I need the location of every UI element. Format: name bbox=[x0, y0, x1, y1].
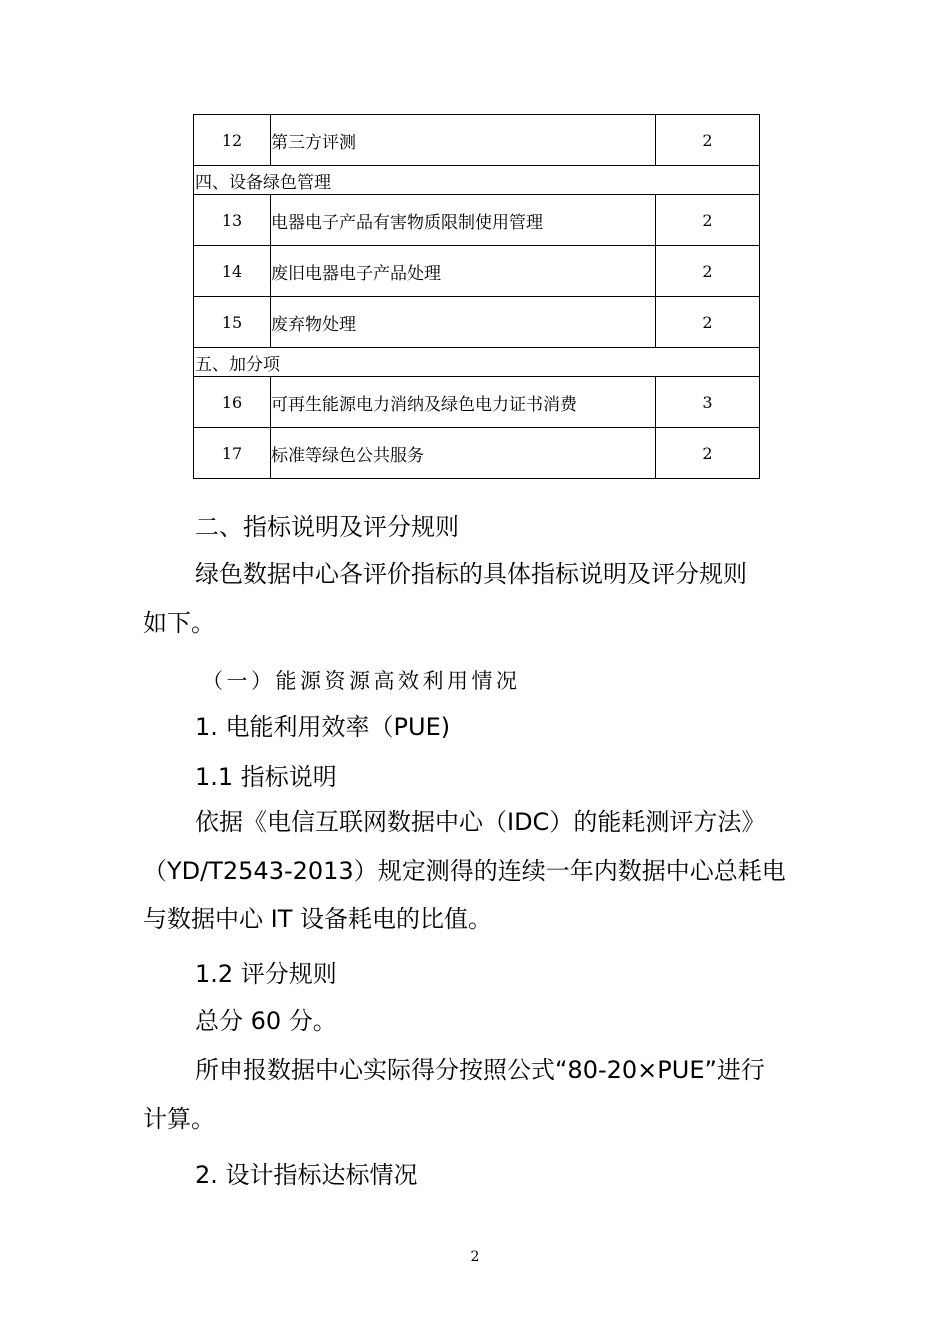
table-row bbox=[194, 246, 760, 297]
item-name: 第三方评测 bbox=[271, 115, 656, 166]
indicator-subtitle: 1.1 指标说明 bbox=[195, 763, 337, 791]
item-score: 2 bbox=[656, 297, 760, 348]
item-name: 电器电子产品有害物质限制使用管理 bbox=[271, 195, 656, 246]
item-score: 2 bbox=[656, 428, 760, 479]
subsection-heading: （一）能源资源高效利用情况 bbox=[202, 669, 521, 693]
item-number: 13 bbox=[194, 195, 271, 246]
indicator-title: 2. 设计指标达标情况 bbox=[195, 1161, 418, 1189]
item-number: 14 bbox=[194, 246, 271, 297]
table-row bbox=[194, 115, 760, 166]
page-number: 2 bbox=[470, 1249, 480, 1265]
description-line: 依据《电信互联网数据中心（IDC）的能耗测评方法》 bbox=[195, 808, 766, 836]
section-heading: 二、指标说明及评分规则 bbox=[195, 513, 459, 541]
calculation-line: 计算。 bbox=[143, 1105, 215, 1133]
item-name: 废旧电器电子产品处理 bbox=[271, 246, 656, 297]
intro-text-line: 如下。 bbox=[143, 609, 215, 637]
total-score-text: 总分 60 分。 bbox=[195, 1007, 337, 1035]
score-table bbox=[193, 114, 760, 479]
table-row bbox=[194, 377, 760, 428]
item-number: 12 bbox=[194, 115, 271, 166]
item-name: 可再生能源电力消纳及绿色电力证书消费 bbox=[271, 377, 656, 428]
section-label: 五、加分项 bbox=[194, 348, 760, 377]
section-label: 四、设备绿色管理 bbox=[194, 166, 760, 195]
item-name: 标准等绿色公共服务 bbox=[271, 428, 656, 479]
description-line: 与数据中心 IT 设备耗电的比值。 bbox=[143, 905, 492, 933]
table-row bbox=[194, 428, 760, 479]
item-number: 17 bbox=[194, 428, 271, 479]
description-line: （YD/T2543-2013）规定测得的连续一年内数据中心总耗电 bbox=[143, 857, 786, 885]
item-score: 2 bbox=[656, 246, 760, 297]
item-number: 16 bbox=[194, 377, 271, 428]
calculation-line: 所申报数据中心实际得分按照公式“80-20×PUE”进行 bbox=[195, 1056, 765, 1084]
section-row bbox=[194, 166, 760, 195]
item-name: 废弃物处理 bbox=[271, 297, 656, 348]
item-score: 2 bbox=[656, 115, 760, 166]
intro-text-line: 绿色数据中心各评价指标的具体指标说明及评分规则 bbox=[195, 560, 747, 588]
table-row bbox=[194, 195, 760, 246]
indicator-title: 1. 电能利用效率（PUE) bbox=[195, 713, 451, 741]
item-number: 15 bbox=[194, 297, 271, 348]
item-score: 2 bbox=[656, 195, 760, 246]
table-row bbox=[194, 297, 760, 348]
item-score: 3 bbox=[656, 377, 760, 428]
indicator-subtitle: 1.2 评分规则 bbox=[195, 960, 337, 988]
section-row bbox=[194, 348, 760, 377]
